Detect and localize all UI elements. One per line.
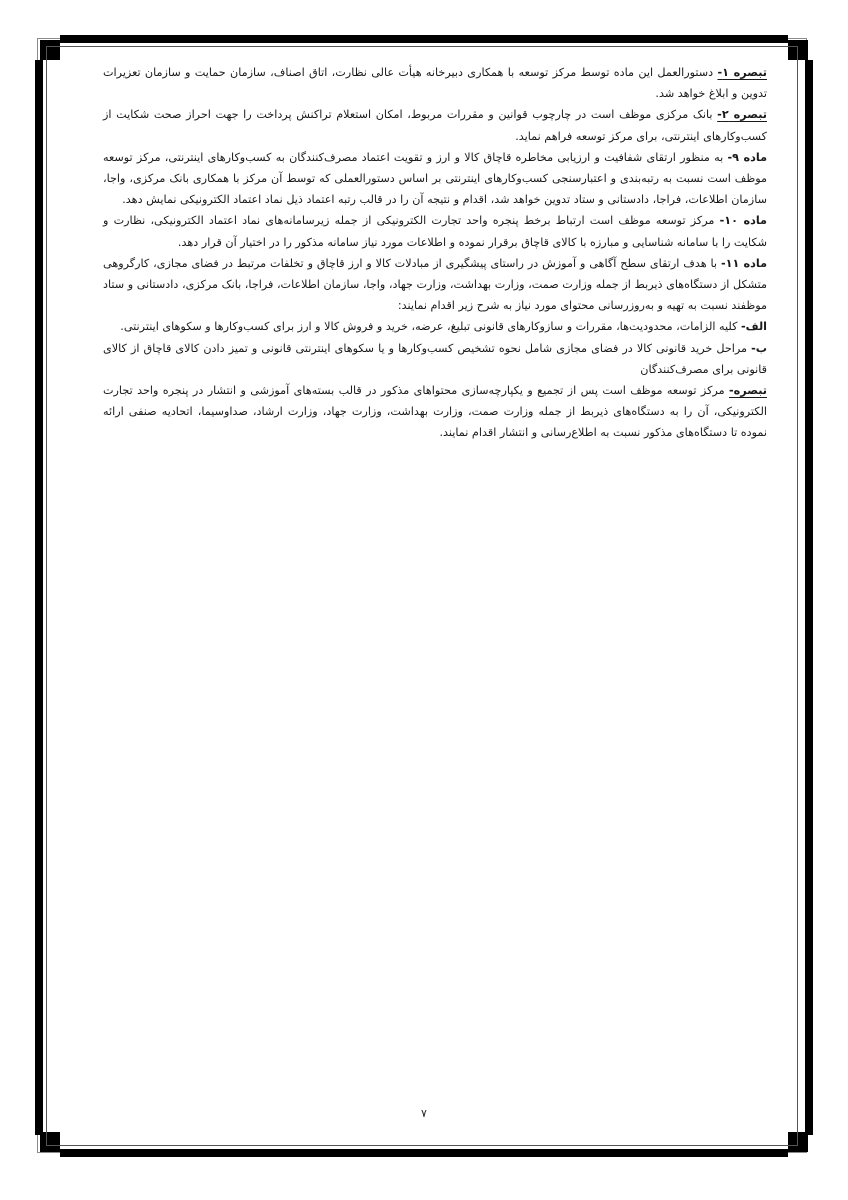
paragraph-note-2 [103, 104, 767, 146]
document-body [103, 62, 767, 444]
paragraph-label: تبصره- [729, 384, 767, 398]
paragraph-label: ماده ۱۰- [719, 214, 767, 228]
paragraph-note-final [103, 380, 767, 444]
paragraph-label: ماده ۹- [727, 150, 767, 164]
paragraph-text: کلیه الزامات، محدودیت‌ها، مقررات و سازوکارهای قانونی تبلیغ، عرضه، خرید و فروش کالا و ارز برای کسب‌وکارها و سکوهای اینترنتی. [120, 320, 741, 334]
paragraph-label: تبصره ۲- [717, 108, 767, 122]
paragraph-article-9 [103, 147, 767, 211]
paragraph-text: مرکز توسعه موظف است ارتباط برخط پنجره واحد تجارت الکترونیکی از جمله زیرسامانه‌های نماد اعتماد الکترونیکی، نظارت و شکایت را با سامانه شناسایی و مبارزه با کالای قاچاق برقرار نموده و اطلاعات مورد نیاز سامانه مذکور را در اختیار آن قرار دهد. [103, 214, 767, 249]
paragraph-label: ماده ۱۱- [720, 256, 767, 270]
paragraph-text: مراحل خرید قانونی کالا در فضای مجازی شامل نحوه تشخیص کسب‌وکارها و یا سکوهای اینترنتی قانونی و تمیز دادن کالای قاچاق از کالای قانونی برای مصرف‌کنندگان [103, 341, 767, 376]
paragraph-label: تبصره ۱- [717, 66, 767, 79]
paragraph-text: با هدف ارتقای سطح آگاهی و آموزش در راستای پیشگیری از مبادلات کالا و ارز قاچاق و تخلفات مرتبط در فضای مجازی، کارگروهی متشکل از دستگاه‌های ذیربط از جمله وزارت صمت، وزارت بهداشت، وزارت جهاد، واجا، سازمان اطلاعات، فراجا، بانک مرکزی، دادستانی و ستاد موظفند نسبت به تهیه و به‌روزرسانی محتوای مورد نیاز به شرح زیر اقدام نمایند: [103, 256, 767, 313]
paragraph-item-be [103, 338, 767, 380]
paragraph-article-10 [103, 210, 767, 252]
paragraph-label: ب- [751, 341, 767, 355]
frame-bottom-bar [60, 1149, 788, 1157]
paragraph-note-1 [103, 62, 767, 104]
paragraph-text: مرکز توسعه موظف است پس از تجمیع و یکپارچه‌سازی محتواهای مذکور در قالب بسته‌های آموزشی و انتشار در پنجره واحد تجارت الکترونیکی، آن را به دستگاه‌های ذیربط از جمله وزارت صمت، وزارت بهداشت، وزارت جهاد، وزارت ارشاد، صداوسیما، اتحادیه صنفی ارائه نموده تا دستگاه‌های مذکور نسبت به اطلاع‌رسانی و انتشار اقدام نمایند. [103, 384, 767, 440]
page-number: ۷ [421, 1107, 427, 1120]
paragraph-text: بانک مرکزی موظف است در چارچوب قوانین و مقررات مربوط، امکان استعلام تراکنش پرداخت را جهت احراز صحت شکایت از کسب‌وکارهای اینترنتی، برای مرکز توسعه فراهم نماید. [103, 108, 767, 143]
paragraph-item-alef [103, 316, 767, 337]
frame-left-bar [35, 60, 43, 1135]
frame-top-bar [60, 35, 788, 43]
paragraph-label: الف- [740, 320, 767, 334]
paragraph-text: به منظور ارتقای شفافیت و ارزیابی مخاطره قاچاق کالا و ارز و تقویت اعتماد مصرف‌کنندگان به کسب‌وکارهای اینترنتی، مرکز توسعه موظف است نسبت به رتبه‌بندی و اعتبارسنجی کسب‌وکارهای اینترنتی بر اساس دستورالعملی که توسط آن مرکز با همکاری بانک مرکزی، واجا، سازمان اطلاعات، فراجا، دادستانی و ستاد تدوین خواهد شد، اقدام و نتیجه آن را در قالب رتبه اعتماد ذیل نماد اعتماد الکترونیکی نمایش دهد. [103, 150, 767, 207]
paragraph-article-11 [103, 253, 767, 317]
paragraph-text: دستورالعمل این ماده توسط مرکز توسعه با همکاری دبیرخانه هیأت عالی نظارت، اتاق اصناف، سازمان حمایت و سازمان تعزیرات تدوین و ابلاغ خواهد شد. [103, 66, 767, 101]
frame-right-bar [805, 60, 813, 1135]
